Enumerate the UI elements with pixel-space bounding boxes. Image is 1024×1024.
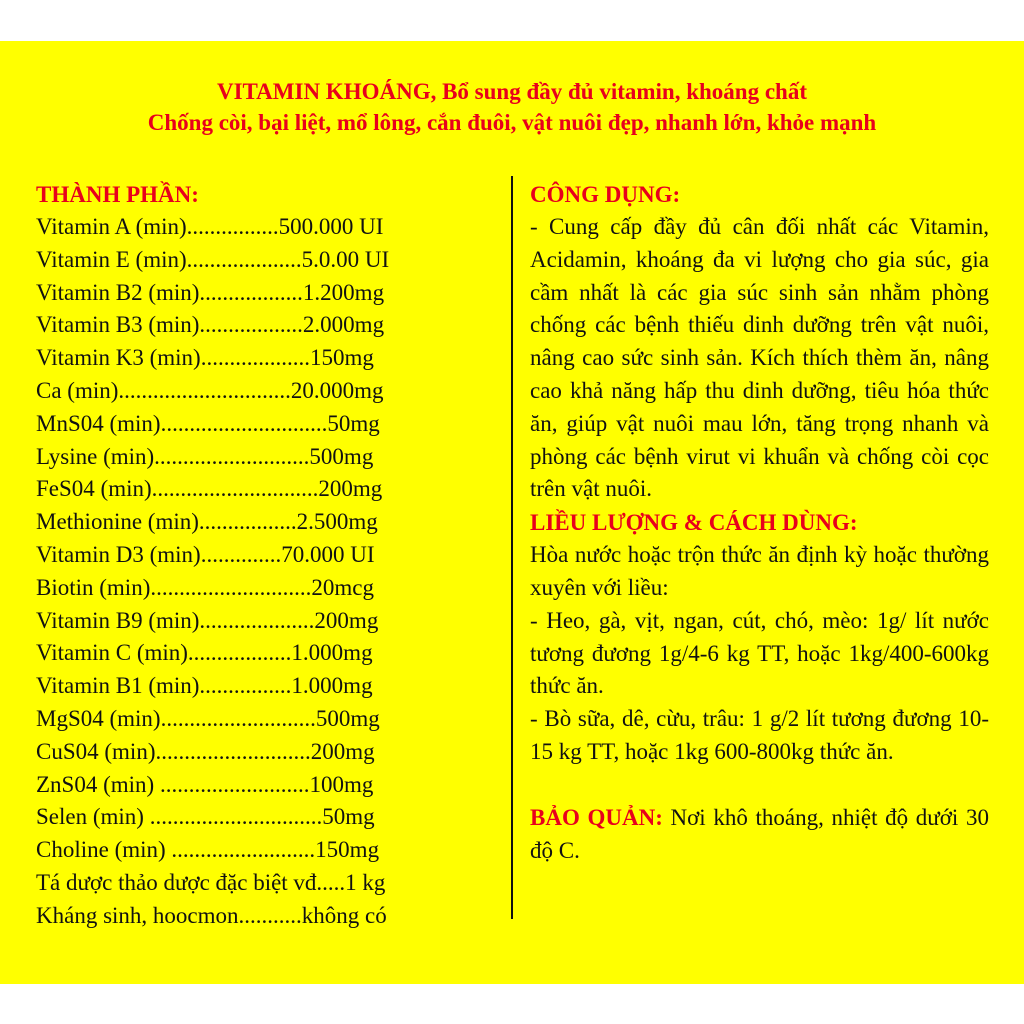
usage-heading: CÔNG DỤNG: — [530, 182, 681, 207]
ingredient-row: MnS04 (min).............................50mg — [36, 410, 380, 436]
product-benefits-title: Chống còi, bại liệt, mổ lông, cắn đuôi, vật nuôi đẹp, nhanh lớn, khỏe mạnh — [147, 110, 877, 135]
ingredient-row: ZnS04 (min) ..........................100mg — [36, 771, 374, 797]
ingredient-row: Lysine (min)...........................500mg — [36, 443, 374, 469]
ingredient-row: Vitamin B1 (min)................1.000mg — [36, 673, 373, 699]
ingredient-row: Vitamin K3 (min)...................150mg — [36, 345, 374, 371]
dosage-intro: Hòa nước hoặc trộn thức ăn định kỳ hoặc thường xuyên với liều: — [530, 542, 989, 600]
ingredient-row: Biotin (min)............................20mcg — [36, 574, 374, 600]
ingredients-section — [36, 178, 436, 933]
spacer — [530, 769, 989, 802]
ingredient-row: FeS04 (min).............................200mg — [36, 476, 383, 502]
product-title: VITAMIN KHOÁNG, Bổ sung đầy đủ vitamin, khoáng chất — [216, 79, 808, 104]
label-panel — [0, 41, 1024, 984]
ingredient-row: Vitamin A (min)................500.000 UI — [36, 214, 384, 239]
ingredient-row: Vitamin B2 (min)..................1.200mg — [36, 279, 385, 305]
ingredient-row: CuS04 (min)...........................200mg — [36, 738, 375, 764]
ingredient-row: Ca (min)..............................20.000mg — [36, 377, 384, 403]
ingredients-list — [36, 211, 436, 933]
ingredient-row: Tá dược thảo dược đặc biệt vđ.....1 kg — [36, 869, 386, 895]
dosage-heading: LIỀU LƯỢNG & CÁCH DÙNG: — [530, 510, 858, 536]
dosage-cattle: - Bò sữa, dê, cừu, trâu: 1 g/2 lít tương đương 10-15 kg TT, hoặc 1kg 600-800kg thức ăn. — [530, 706, 989, 764]
dosage-pigs-poultry: - Heo, gà, vịt, ngan, cút, chó, mèo: 1g/ lít nước tương đương 1g/4-6 kg TT, hoặc 1kg/400-600kg thức ăn. — [530, 607, 989, 699]
usage-text: - Cung cấp đầy đủ cân đối nhất các Vitamin, Acidamin, khoáng đa vi lượng cho gia súc, gia cầm nhất là các gia súc sinh sản nhằm phòng chống các bệnh thiếu dinh dưỡng trên vật nuôi, nâng cao sức sinh sản. Kích thích thèm ăn, nâng cao khả năng hấp thu dinh dưỡng, tiêu hóa thức ăn, giúp vật nuôi mau lớn, tăng trọng nhanh và phòng các bệnh virut vi khuẩn và chống còi cọc trên vật nuôi. — [530, 214, 989, 502]
column-divider — [511, 176, 513, 919]
ingredient-row: Vitamin E (min)....................5.0.00 UI — [36, 246, 390, 272]
ingredients-heading: THÀNH PHẦN: — [36, 182, 199, 207]
ingredient-row: MgS04 (min)...........................500mg — [36, 705, 380, 731]
storage-heading: BẢO QUẢN: — [530, 804, 663, 830]
ingredient-row: Methionine (min).................2.500mg — [36, 509, 378, 535]
info-section — [530, 178, 989, 867]
ingredient-row: Vitamin D3 (min)..............70.000 UI — [36, 541, 375, 567]
ingredient-row: Vitamin B3 (min)..................2.000mg — [36, 312, 385, 338]
storage-block — [530, 802, 989, 868]
ingredient-row: Vitamin B9 (min)....................200mg — [36, 607, 379, 633]
ingredient-row: Selen (min) ..............................50mg — [36, 804, 375, 830]
storage-text: Nơi khô thoáng, nhiệt độ dưới 30 độ C. — [530, 804, 989, 863]
ingredient-row: Kháng sinh, hoocmon...........không có — [36, 902, 387, 928]
ingredient-row: Vitamin C (min)..................1.000mg — [36, 640, 373, 666]
ingredient-row: Choline (min) .........................150mg — [36, 837, 380, 863]
